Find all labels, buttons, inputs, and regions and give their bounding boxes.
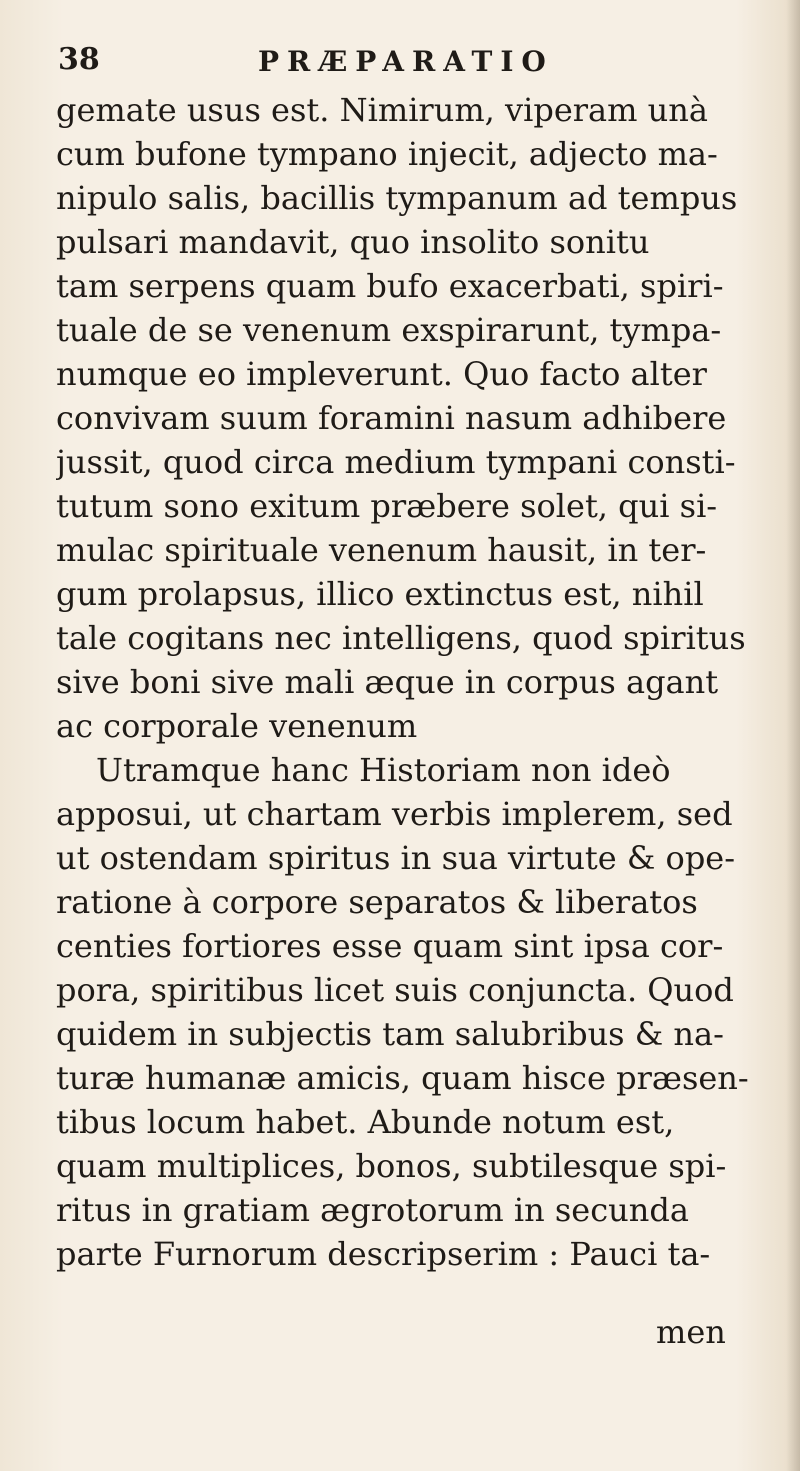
text-line: pulsari mandavit, quo insolito sonitu [56, 223, 650, 261]
catchword: men [656, 1313, 726, 1351]
text-line: mulac spirituale venenum hausit, in ter- [56, 531, 707, 569]
text-line: jussit, quod circa medium tympani consti- [56, 443, 736, 481]
text-line: quam multiplices, bonos, subtilesque spi- [56, 1147, 727, 1185]
text-body [56, 88, 776, 1276]
text-line: ritus in gratiam ægrotorum in secunda [56, 1191, 689, 1229]
text-line: ut ostendam spiritus in sua virtute & ope- [56, 839, 736, 877]
text-line: convivam suum foramini nasum adhibere [56, 399, 727, 437]
text-line: ratione à corpore separatos & liberatos [56, 883, 698, 921]
text-line: turæ humanæ amicis, quam hisce præsen- [56, 1059, 749, 1097]
text-line: centies fortiores esse quam sint ipsa cor- [56, 927, 724, 965]
running-head: PRÆPARATIO [258, 45, 554, 78]
text-line: ac corporale venenum [56, 707, 418, 745]
text-line: cum bufone tympano injecit, adjecto ma- [56, 135, 718, 173]
text-line: pora, spiritibus licet suis conjuncta. Quod [56, 971, 734, 1009]
page-edge-shadow [786, 0, 800, 1471]
text-line: parte Furnorum descripserim : Pauci ta- [56, 1235, 711, 1273]
text-line: gemate usus est. Nimirum, viperam unà [56, 91, 708, 129]
text-line: apposui, ut chartam verbis implerem, sed [56, 795, 733, 833]
text-line: tale cogitans nec intelligens, quod spiritus [56, 619, 746, 657]
page-header [58, 42, 758, 82]
text-line: tam serpens quam bufo exacerbati, spiri- [56, 267, 724, 305]
text-line: nipulo salis, bacillis tympanum ad tempus [56, 179, 738, 217]
text-line: quidem in subjectis tam salubribus & na- [56, 1015, 724, 1053]
text-line: tibus locum habet. Abunde notum est, [56, 1103, 675, 1141]
text-line: sive boni sive mali æque in corpus agant [56, 663, 719, 701]
text-line: tutum sono exitum præbere solet, qui si- [56, 487, 718, 525]
text-line: gum prolapsus, illico extinctus est, nihil [56, 575, 704, 613]
text-line: numque eo impleverunt. Quo facto alter [56, 355, 707, 393]
page-number: 38 [58, 42, 100, 77]
paragraph-start-line: Utramque hanc Historiam non ideò [96, 751, 671, 789]
text-line: tuale de se venenum exspirarunt, tympa- [56, 311, 722, 349]
